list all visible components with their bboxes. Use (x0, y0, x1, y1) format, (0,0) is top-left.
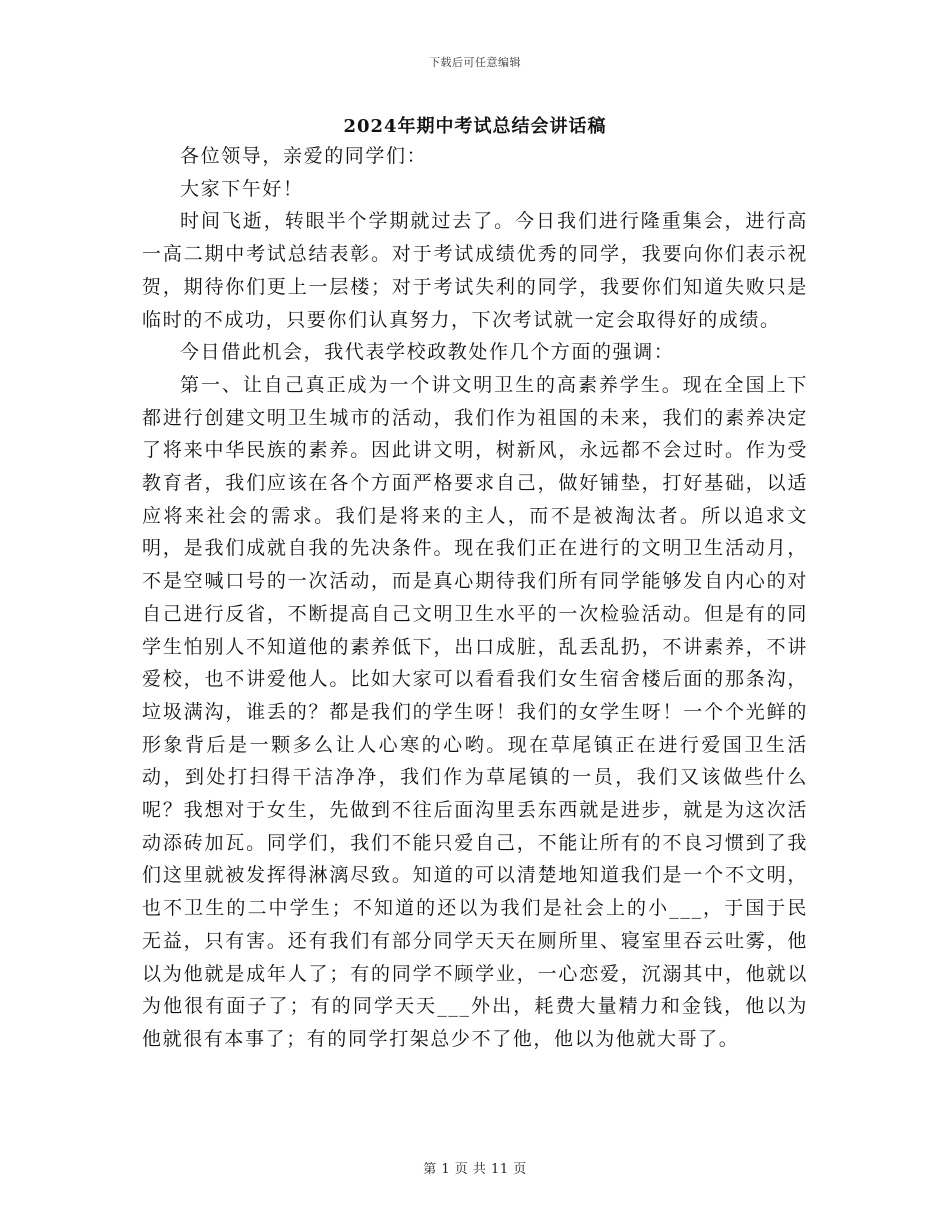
document-title: 2024年期中考试总结会讲话稿 (343, 116, 607, 137)
paragraph-salutation: 各位领导，亲爱的同学们： (180, 145, 428, 167)
page-number-footer: 第 1 页 共 11 页 (423, 1162, 527, 1177)
paragraph-emphasis-lead: 今日借此机会，我代表学校政教处作几个方面的强调： (180, 341, 675, 364)
paragraph-point-one: 第一、让自己真正成为一个讲文明卫生的高素养学生。现在全国上下都进行创建文明卫生城市的活动，我们作为祖国的未来，我们的素养决定了将来中华民族的素养。因此讲文明，树新风，永远都不会过时。作为受教育者，我们应该在各个方面严格要求自己，做好铺垫，打好基础，以适应将来社会的需求。我们是将来的主人，而不是被淘汰者。所以追求文明，是我们成就自我的先决条件。现在我们正在进行的文明卫生活动月，不是空喊口号的一次活动，而是真心期待我们所有同学能够发自内心的对自己进行反省，不断提高自己文明卫生水平的一次检验活动。但是有的同学生怕别人不知道他的素养低下，出口成脏，乱丢乱扔，不讲素养，不讲爱校，也不讲爱他人。比如大家可以看看我们女生宿舍楼后面的那条沟，垃圾满沟，谁丢的？都是我们的学生呀！我们的女学生呀！一个个光鲜的形象背后是一颗多么让人心寒的心哟。现在草尾镇正在进行爱国卫生活动，到处打扫得干洁净净，我们作为草尾镇的一员，我们又该做些什么呢？我想对于女生，先做到不往后面沟里丢东西就是进步，就是为这次活动添砖加瓦。同学们，我们不能只爱自己，不能让所有的不良习惯到了我们这里就被发挥得淋漓尽致。知道的可以清楚地知道我们是一个不文明，也不卫生的二中学生；不知道的还以为我们是社会上的小___，于国于民无益，只有害。还有我们有部分同学天天在厕所里、寝室里吞云吐雾，他以为他就是成年人了；有的同学不顾学业，一心恋爱，沉溺其中，他就以为他很有面子了；有的同学天天___外出，耗费大量精力和金钱，他以为他就很有本事了；有的同学打架总少不了他，他以为他就大哥了。 (142, 373, 808, 1050)
page-header-note: 下载后可任意编辑 (429, 56, 521, 69)
paragraph-intro: 时间飞逝，转眼半个学期就过去了。今日我们进行隆重集会，进行高一高二期中考试总结表彰。对于考试成绩优秀的同学，我要向你们表示祝贺，期待你们更上一层楼；对于考试失利的同学，我要你们知道失败只是临时的不成功，只要你们认真努力，下次考试就一定会取得好的成绩。 (142, 210, 808, 331)
paragraph-greeting: 大家下午好！ (180, 177, 304, 200)
document-body (142, 140, 808, 1056)
